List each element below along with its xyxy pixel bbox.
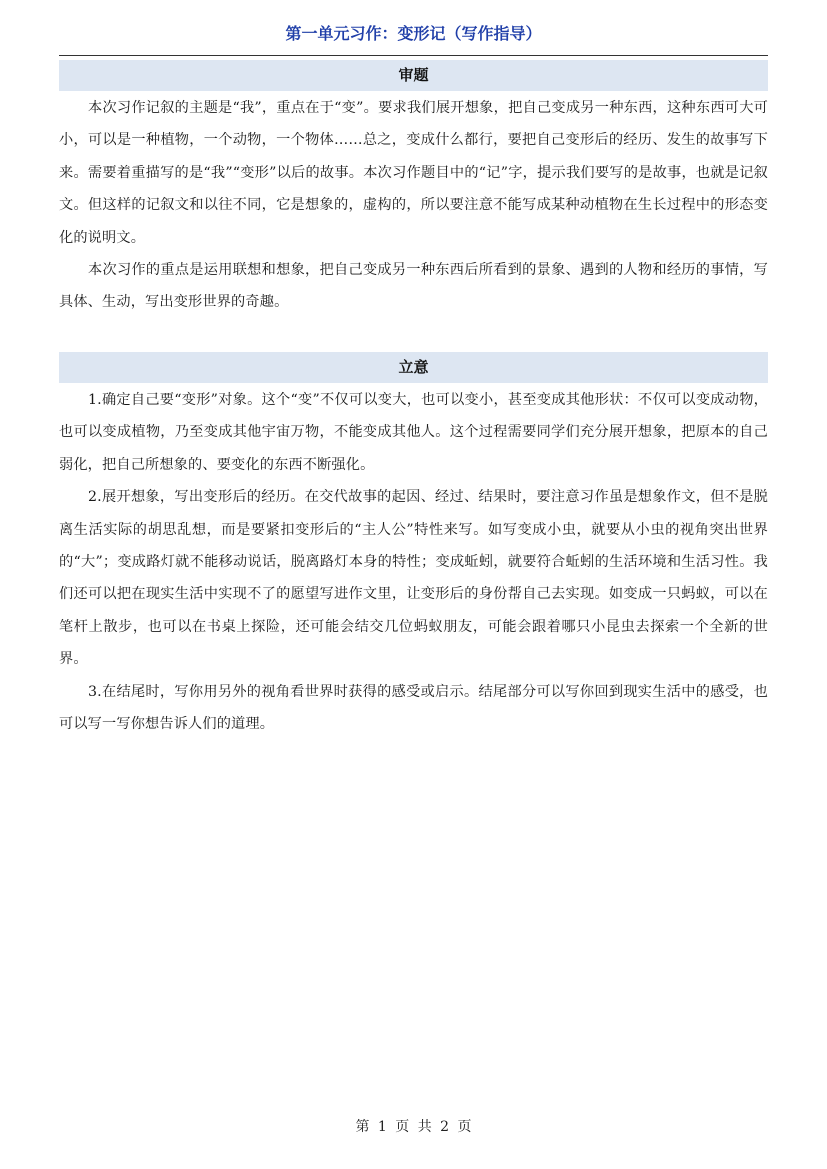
page-number: 第 1 页 共 2 页 [355, 1119, 472, 1135]
section-body-shenti [59, 92, 768, 319]
document-title: 第一单元习作：变形记（写作指导） [285, 24, 542, 43]
paragraph: 3.在结尾时，写你用另外的视角看世界时获得的感受或启示。结尾部分可以写你回到现实生活中的感受，也可以写一写你想告诉人们的道理。 [59, 683, 768, 733]
section-body-liyi [59, 384, 768, 740]
section-heading-shenti: 审题 [59, 60, 768, 91]
paragraph: 本次习作的重点是运用联想和想象，把自己变成另一种东西后所看到的景象、遇到的人物和经历的事情，写具体、生动，写出变形世界的奇趣。 [59, 262, 768, 311]
title-divider [59, 55, 768, 56]
section-heading-liyi: 立意 [59, 352, 768, 383]
paragraph: 1.确定自己要“变形”对象。这个“变”不仅可以变大，也可以变小，甚至变成其他形状：不仅可以变成动物，也可以变成植物，乃至变成其他宇宙万物，不能变成其他人。这个过程需要同学们充分展开想象，把原本的自己弱化，把自己所想象的、要变化的东西不断强化。 [59, 392, 768, 473]
paragraph: 2.展开想象，写出变形后的经历。在交代故事的起因、经过、结果时，要注意习作虽是想象作文，但不是脱离生活实际的胡思乱想，而是要紧扣变形后的“主人公”特性来写。如写变成小虫，就要从小虫的视角突出世界的“大”；变成路灯就不能移动说话，脱离路灯本身的特性；变成蚯蚓，就要符合蚯蚓的生活环境和生活习性。我们还可以把在现实生活中实现不了的愿望写进作文里，让变形后的身份帮自己去实现。如变成一只蚂蚁，可以在笔杆上散步，也可以在书桌上探险，还可能会结交几位蚂蚁朋友，可能会跟着哪只小昆虫去探索一个全新的世界。 [59, 489, 768, 668]
paragraph: 本次习作记叙的主题是“我”，重点在于“变”。要求我们展开想象，把自己变成另一种东西，这种东西可大可小，可以是一种植物，一个动物，一个物体……总之，变成什么都行，要把自己变形后的经历、发生的故事写下来。需要着重描写的是“我”“变形”以后的故事。本次习作题目中的“记”字，提示我们要写的是故事，也就是记叙文。但这样的记叙文和以往不同，它是想象的，虚构的，所以要注意不能写成某种动植物在生长过程中的形态变化的说明文。 [59, 100, 768, 246]
